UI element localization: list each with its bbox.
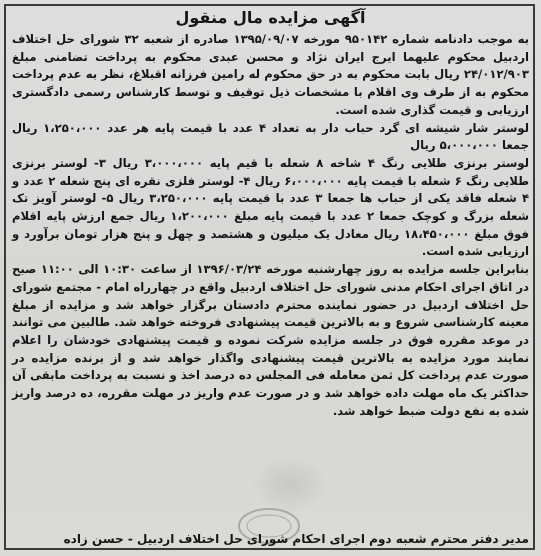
signature-line: مدیر دفتر محترم شعبه دوم اجرای احکام شورای حل اختلاف اردبیل - حسن زاده [63, 532, 529, 546]
paragraph-item-1: لوستر شار شیشه ای گرد حباب دار به تعداد ۴ عدد با قیمت پایه هر عدد ۱،۲۵۰،۰۰۰ ریال جمعا ۵،۰۰۰،۰۰۰ ریال [12, 120, 529, 153]
notice-title: آگهی مزایده مال منقول [175, 8, 366, 27]
paragraph-auction-terms: بنابراین جلسه مزایده به روز چهارشنبه مورخه ۱۳۹۶/۰۳/۲۴ از ساعت ۱۰:۳۰ الی ۱۱:۰۰ صبح در اتاق اجرای احکام مدنی شورای حل اختلاف اردبیل واقع در چهارراه امام - مجتمع شورای حل اختلاف اردبیل در حضور نماینده محترم دادستان برگزار خواهد شد و مزایده از مبلغ معینه کارشناسی شروع و به بالاترین قیمت پیشنهادی فروخته خواهد شد. طالبین می توانند در موعد مقرره فوق در جلسه مزایده شرکت نموده و قیمت پیشنهادی خودشان را اعلام نمایند مورد مزایده به بالاترین قیمت پیشنهادی واگذار خواهد شد و از برنده مزایده در صورت عدم پرداخت کل ثمن معامله فی المجلس ده درصد اخذ و نسبت به پرداخت مابقی آن حداکثر یک ماه مهلت داده خواهد شد و در صورت عدم واریز در مهلت مقرره، ده درصد واریز شده به نفع دولت ضبط خواهد شد. [12, 262, 529, 418]
notice-body [12, 31, 529, 420]
paragraph-judgment: به موجب دادنامه شماره ۹۵۰۱۴۲ مورخه ۱۳۹۵/۰۹/۰۷ صادره از شعبه ۳۲ شورای حل اختلاف اردبیل محکوم علیهما ایرج ایران نژاد و محسن عبدی محکوم به پرداخت تضامنی مبلغ ۲۴/۰۱۲/۹۰۳ ریال بابت محکوم به در حق محکوم له رامین فرزانه اقبلاغ، نظر به عدم پرداخت محکوم به از طرف وی اقلام با مشخصات ذیل توقیف و توسط کارشناس رسمی دادگستری ارزیابی و قیمت گذاری شده است. [12, 32, 529, 117]
paragraph-items-2-5: لوستر برنزی طلایی رنگ ۴ شاخه ۸ شعله با قیم پایه ۳،۰۰۰،۰۰۰ ریال ۳- لوستر برنزی طلایی رنگ ۶ شعله با قیمت پایه ۶،۰۰۰،۰۰۰ ریال ۴- لوستر فلزی نقره ای پنج شعله ۲ عدد و ۴ شعله فاقد یکی از حباب ها جمعا ۳ عدد با قیمت پایه ۳،۲۵۰،۰۰۰ ریال ۵- لوستر آویز تک شعله بزرگ و کوچک جمعا ۲ عدد با قیمت پایه مبلغ ۱،۲۰۰،۰۰۰ ریال جمع ارزش پایه اقلام فوق مبلغ ۱۸،۴۵۰،۰۰۰ ریال معادل یک میلیون و هشتصد و چهل و پنج هزار تومان برآورد و ارزیابی شده است. [12, 155, 530, 259]
